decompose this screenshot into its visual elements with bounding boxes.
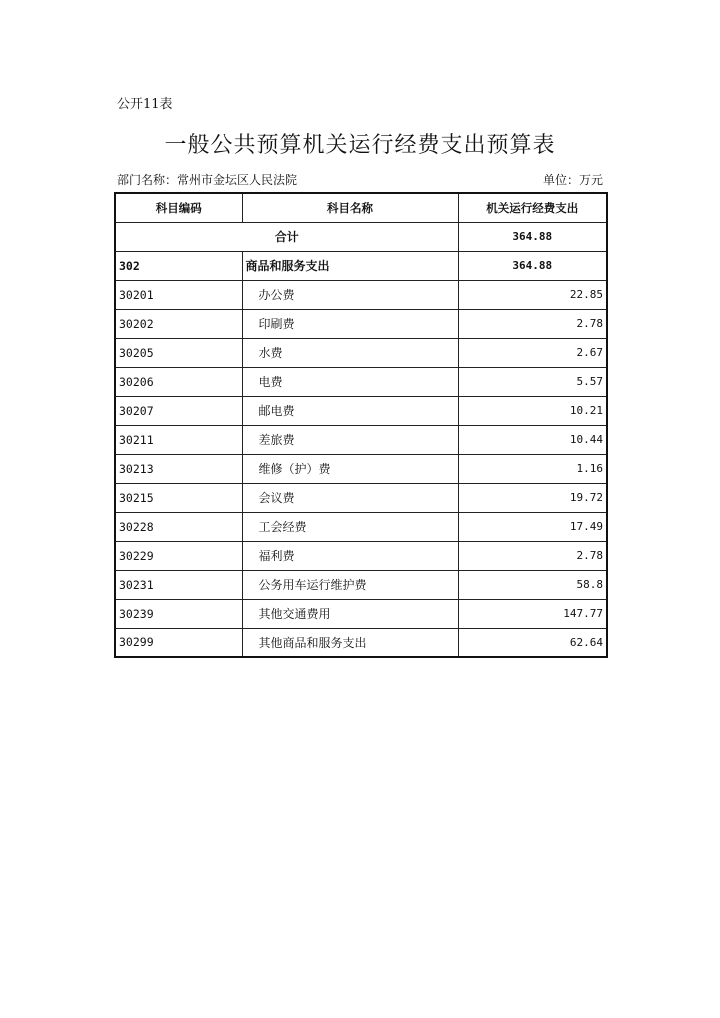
department-name: 部门名称：常州市金坛区人民法院 (117, 173, 298, 187)
row-name: 印刷费 (242, 309, 458, 338)
row-code: 30299 (115, 628, 242, 657)
header-value: 机关运行经费支出 (458, 193, 607, 222)
row-value: 19.72 (458, 483, 607, 512)
table-row (115, 396, 607, 425)
table-row (115, 570, 607, 599)
row-code: 30215 (115, 483, 242, 512)
row-value: 10.21 (458, 396, 607, 425)
budget-table (114, 192, 608, 658)
table-row (115, 483, 607, 512)
row-name: 福利费 (242, 541, 458, 570)
row-value: 5.57 (458, 367, 607, 396)
unit-label: 单位：万元 (542, 173, 603, 187)
row-name: 工会经费 (242, 512, 458, 541)
row-code: 30205 (115, 338, 242, 367)
row-value: 147.77 (458, 599, 607, 628)
row-code: 30202 (115, 309, 242, 338)
row-name: 电费 (242, 367, 458, 396)
table-header-row (115, 193, 607, 222)
row-value: 2.78 (458, 309, 607, 338)
table-row (115, 541, 607, 570)
form-number: 公开11表 (117, 97, 173, 112)
row-code: 30213 (115, 454, 242, 483)
table-row (115, 512, 607, 541)
row-name: 邮电费 (242, 396, 458, 425)
header-name: 科目名称 (242, 193, 458, 222)
row-value: 2.67 (458, 338, 607, 367)
row-code: 30229 (115, 541, 242, 570)
table-row (115, 425, 607, 454)
category-row (115, 251, 607, 280)
row-name: 公务用车运行维护费 (242, 570, 458, 599)
table-row (115, 309, 607, 338)
category-code: 302 (115, 251, 242, 280)
table-row (115, 338, 607, 367)
row-code: 30207 (115, 396, 242, 425)
row-name: 会议费 (242, 483, 458, 512)
row-code: 30206 (115, 367, 242, 396)
row-name: 其他商品和服务支出 (242, 628, 458, 657)
row-code: 30239 (115, 599, 242, 628)
row-value: 2.78 (458, 541, 607, 570)
row-value: 58.8 (458, 570, 607, 599)
total-row (115, 222, 607, 251)
table-row (115, 599, 607, 628)
header-code: 科目编码 (115, 193, 242, 222)
total-value: 364.88 (458, 222, 607, 251)
row-value: 22.85 (458, 280, 607, 309)
row-name: 维修（护）费 (242, 454, 458, 483)
row-name: 其他交通费用 (242, 599, 458, 628)
row-name: 水费 (242, 338, 458, 367)
row-name: 办公费 (242, 280, 458, 309)
row-name: 差旅费 (242, 425, 458, 454)
category-name: 商品和服务支出 (242, 251, 458, 280)
page-title: 一般公共预算机关运行经费支出预算表 (164, 133, 556, 158)
row-code: 30201 (115, 280, 242, 309)
row-code: 30211 (115, 425, 242, 454)
table-row (115, 454, 607, 483)
row-value: 10.44 (458, 425, 607, 454)
row-value: 62.64 (458, 628, 607, 657)
row-value: 1.16 (458, 454, 607, 483)
row-code: 30228 (115, 512, 242, 541)
table-row (115, 280, 607, 309)
table-row (115, 367, 607, 396)
row-code: 30231 (115, 570, 242, 599)
category-value: 364.88 (458, 251, 607, 280)
table-body (115, 280, 607, 657)
row-value: 17.49 (458, 512, 607, 541)
table-row (115, 628, 607, 657)
total-label: 合计 (115, 222, 458, 251)
